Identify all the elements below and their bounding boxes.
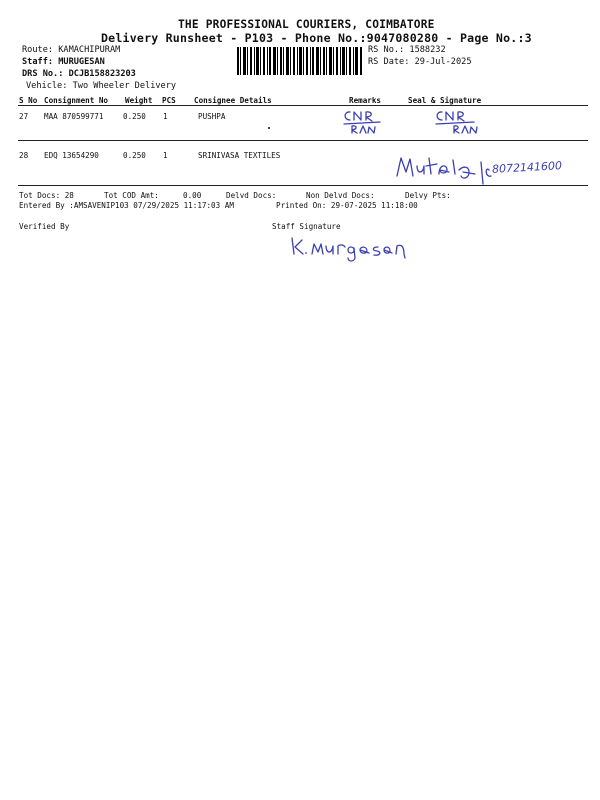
- staff-signature-handwriting: [288, 232, 428, 266]
- row-consignee: SRINIVASA TEXTILES: [198, 151, 281, 160]
- col-weight: Weight: [125, 96, 153, 105]
- row-sno: 28: [19, 151, 29, 160]
- tot-docs-line: [19, 191, 74, 200]
- delvy-pts-label: Delvy Pts:: [405, 191, 451, 200]
- runsheet-subtitle: Delivery Runsheet - P103 - Phone No.:9047080280 - Page No.:3: [101, 31, 532, 45]
- row-consignment: MAA 870599771: [44, 112, 104, 121]
- staff-signature-label: Staff Signature: [272, 222, 341, 231]
- printed-on-value: 29-07-2025 11:18:00: [330, 201, 418, 210]
- drs-line: [22, 69, 136, 79]
- row-pcs: 1: [163, 112, 168, 121]
- route-line: [22, 45, 120, 55]
- printed-on-label: Printed On:: [276, 201, 327, 210]
- rs-date-line: [368, 57, 472, 67]
- staff-label: Staff:: [22, 57, 54, 67]
- rs-no-line: [368, 45, 446, 55]
- entered-by-line: [19, 201, 234, 210]
- verified-by-label: Verified By: [19, 222, 70, 231]
- row-pcs: 1: [163, 151, 168, 160]
- col-consignment: Consignment No: [44, 96, 109, 105]
- col-consignee: Consignee Details: [194, 96, 272, 105]
- row-sno: 27: [19, 112, 29, 121]
- handwritten-seal-cnr: [430, 106, 490, 136]
- tot-docs-value: 28: [64, 191, 74, 200]
- col-pcs: PCS: [162, 96, 176, 105]
- row-consignment: EDQ 13654290: [44, 151, 99, 160]
- drs-value: DCJB158823203: [68, 69, 136, 79]
- delvd-docs-label: Delvd Docs:: [226, 191, 277, 200]
- staff-value: MURUGESAN: [58, 57, 105, 67]
- route-label: Route:: [22, 45, 54, 55]
- vehicle-value: Two Wheeler Delivery: [72, 81, 177, 91]
- tot-docs-label: Tot Docs:: [19, 191, 61, 200]
- row-divider: [18, 140, 588, 141]
- vehicle-label: Vehicle:: [26, 81, 68, 91]
- tot-cod-line: [104, 191, 159, 200]
- barcode: [237, 47, 363, 75]
- vehicle-line: [26, 81, 176, 91]
- header-divider: [18, 105, 588, 106]
- company-title: THE PROFESSIONAL COURIERS, COIMBATORE: [178, 18, 435, 31]
- handwritten-phone: 8072141600: [491, 159, 563, 176]
- entered-by-value: AMSAVENIP103 07/29/2025 11:17:03 AM: [73, 201, 234, 210]
- row-consignee: PUSHPA: [198, 112, 226, 121]
- route-value: KAMACHIPURAM: [58, 45, 121, 55]
- tot-cod-label: Tot COD Amt:: [104, 191, 159, 200]
- stray-mark: [268, 127, 270, 129]
- handwritten-remark-cnr: [340, 106, 390, 136]
- rs-no-value: 1588232: [409, 45, 446, 55]
- rs-date-value: 29-Jul-2025: [414, 57, 472, 67]
- staff-line: [22, 57, 105, 67]
- row-weight: 0.250: [123, 151, 146, 160]
- col-sno: S No: [19, 96, 38, 105]
- col-remarks: Remarks: [349, 96, 382, 105]
- rs-date-label: RS Date:: [368, 57, 410, 67]
- row-weight: 0.250: [123, 112, 146, 121]
- tot-cod-value: 0.00: [183, 191, 202, 200]
- col-seal-signature: Seal & Signature: [408, 96, 482, 105]
- entered-by-label: Entered By :: [19, 201, 74, 210]
- printed-on-line: [276, 201, 418, 210]
- non-delvd-docs-label: Non Delvd Docs:: [306, 191, 375, 200]
- drs-label: DRS No.:: [22, 69, 64, 79]
- rs-no-label: RS No.:: [368, 45, 405, 55]
